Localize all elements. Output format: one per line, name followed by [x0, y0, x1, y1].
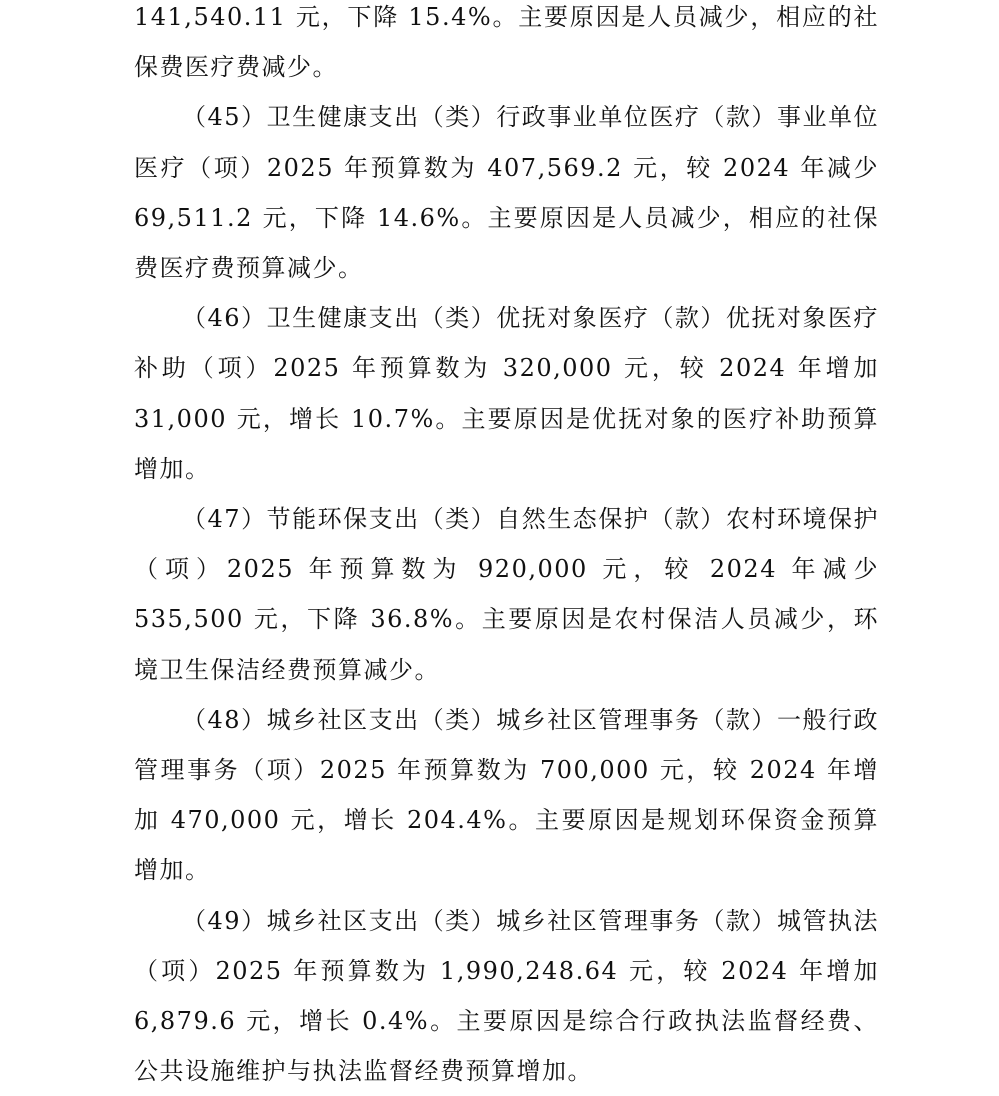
- paragraph-item-48: （48）城乡社区支出（类）城乡社区管理事务（款）一般行政管理事务（项）2025 年预算数为 700,000 元，较 2024 年增加 470,000 元，增长 204.4%。主要原因是规划环保资金预算增加。: [134, 705, 879, 885]
- paragraph-continuation: 141,540.11 元，下降 15.4%。主要原因是人员减少，相应的社保费医疗费减少。: [134, 3, 879, 82]
- paragraph-item-45: （45）卫生健康支出（类）行政事业单位医疗（款）事业单位医疗（项）2025 年预算数为 407,569.2 元，较 2024 年减少 69,511.2 元，下降 14.6%。主要原因是人员减少，相应的社保费医疗费预算减少。: [134, 103, 879, 283]
- paragraph-item-47: （47）节能环保支出（类）自然生态保护（款）农村环境保护（项）2025 年预算数为 920,000 元，较 2024 年减少 535,500 元，下降 36.8%。主要原因是农村保洁人员减少，环境卫生保洁经费预算减少。: [134, 505, 879, 684]
- paragraph-item-46: （46）卫生健康支出（类）优抚对象医疗（款）优抚对象医疗补助（项）2025 年预算数为 320,000 元，较 2024 年增加 31,000 元，增长 10.7%。主要原因是优抚对象的医疗补助预算增加。: [134, 304, 879, 483]
- document-page: [134, 0, 879, 1096]
- paragraph-item-49: （49）城乡社区支出（类）城乡社区管理事务（款）城管执法（项）2025 年预算数为 1,990,248.64 元，较 2024 年增加 6,879.6 元，增长 0.4%。主要原因是综合行政执法监督经费、公共设施维护与执法监督经费预算增加。: [134, 906, 879, 1086]
